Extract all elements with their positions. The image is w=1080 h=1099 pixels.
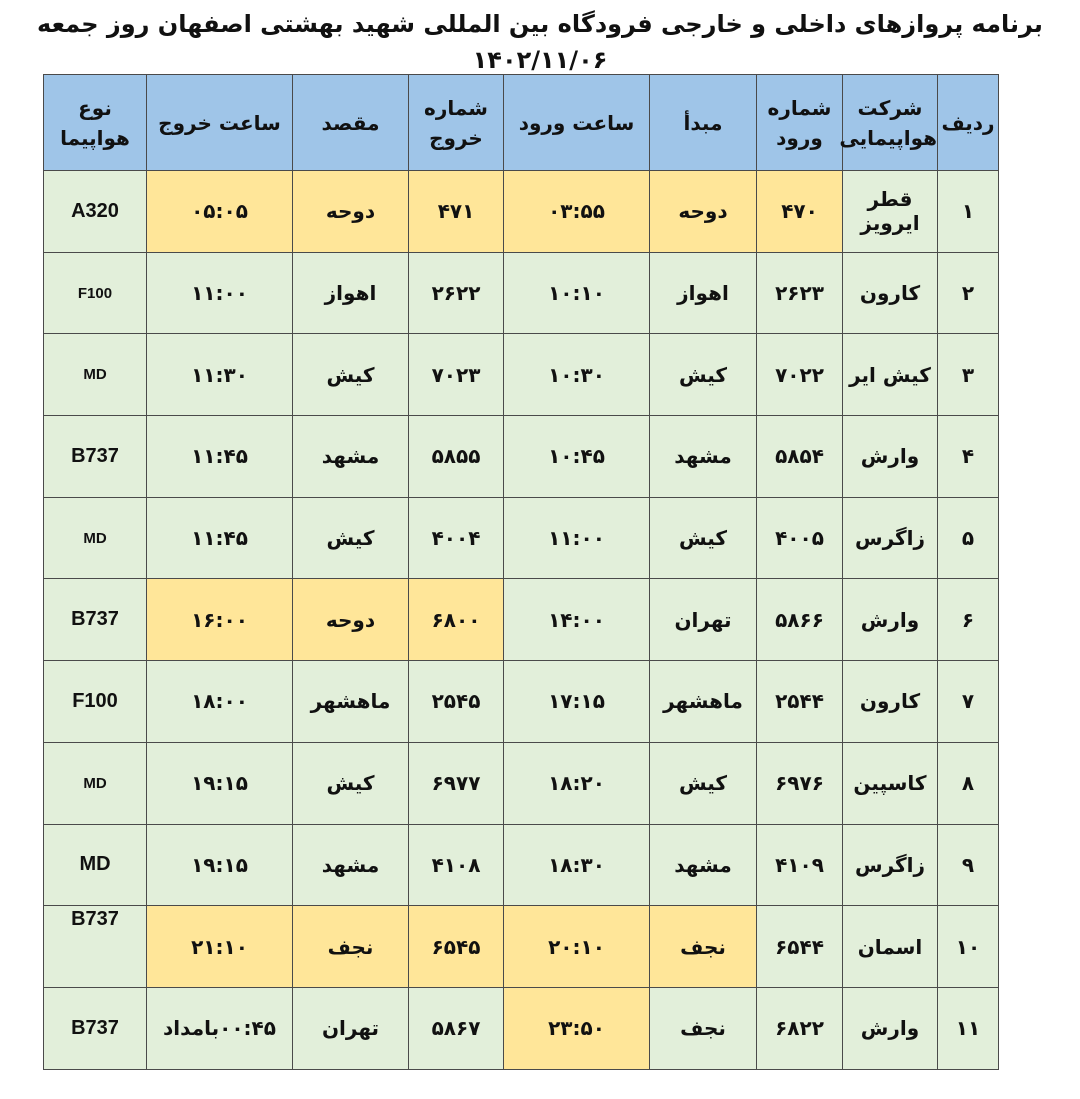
header-airline: شرکت هواپیمایی (843, 75, 938, 171)
row-number: ۱۰ (938, 906, 999, 988)
destination: کیش (293, 497, 409, 579)
destination: تهران (293, 987, 409, 1069)
arrival-number: ۴۱۰۹ (757, 824, 843, 906)
origin: مشهد (650, 416, 757, 498)
table-row (44, 742, 999, 824)
header-departure-time: ساعت خروج (147, 75, 293, 171)
departure-number: ۲۶۲۲ (409, 252, 504, 334)
airline: کارون (843, 661, 938, 743)
arrival-time: ۱۰:۴۵ (504, 416, 650, 498)
destination: دوحه (293, 171, 409, 253)
origin: اهواز (650, 252, 757, 334)
arrival-time: ۱۸:۳۰ (504, 824, 650, 906)
aircraft-type: F100 (44, 252, 147, 334)
header-departure-number: شماره خروج (409, 75, 504, 171)
airline: وارش (843, 579, 938, 661)
arrival-number: ۵۸۵۴ (757, 416, 843, 498)
airline: کاسپین (843, 742, 938, 824)
arrival-time: ۱۴:۰۰ (504, 579, 650, 661)
destination: کیش (293, 742, 409, 824)
airline: اسمان (843, 906, 938, 988)
origin: نجف (650, 906, 757, 988)
destination: مشهد (293, 824, 409, 906)
header-arrival-time: ساعت ورود (504, 75, 650, 171)
destination: مشهد (293, 416, 409, 498)
header-row-number: ردیف (938, 75, 999, 171)
table-row (44, 416, 999, 498)
airline: کارون (843, 252, 938, 334)
table-row (44, 252, 999, 334)
aircraft-type: A320 (44, 171, 147, 253)
destination: ماهشهر (293, 661, 409, 743)
origin: ماهشهر (650, 661, 757, 743)
arrival-number: ۶۹۷۶ (757, 742, 843, 824)
arrival-time: ۲۳:۵۰ (504, 987, 650, 1069)
origin: مشهد (650, 824, 757, 906)
destination: نجف (293, 906, 409, 988)
departure-number: ۲۵۴۵ (409, 661, 504, 743)
destination: دوحه (293, 579, 409, 661)
aircraft-type: F100 (44, 661, 147, 743)
flight-schedule-table (43, 74, 999, 1070)
row-number: ۵ (938, 497, 999, 579)
origin: کیش (650, 742, 757, 824)
departure-time: ۱۸:۰۰ (147, 661, 293, 743)
row-number: ۶ (938, 579, 999, 661)
departure-time: ۱۱:۴۵ (147, 416, 293, 498)
aircraft-type: B737 (44, 906, 147, 988)
aircraft-type: B737 (44, 579, 147, 661)
header-destination: مقصد (293, 75, 409, 171)
arrival-time: ۱۰:۳۰ (504, 334, 650, 416)
arrival-number: ۲۵۴۴ (757, 661, 843, 743)
row-number: ۱ (938, 171, 999, 253)
aircraft-type: B737 (44, 416, 147, 498)
arrival-number: ۷۰۲۲ (757, 334, 843, 416)
arrival-time: ۲۰:۱۰ (504, 906, 650, 988)
arrival-number: ۵۸۶۶ (757, 579, 843, 661)
arrival-time: ۱۱:۰۰ (504, 497, 650, 579)
aircraft-type: MD (44, 824, 147, 906)
departure-number: ۴۰۰۴ (409, 497, 504, 579)
origin: دوحه (650, 171, 757, 253)
departure-number: ۴۷۱ (409, 171, 504, 253)
departure-time: ۱۹:۱۵ (147, 824, 293, 906)
row-number: ۲ (938, 252, 999, 334)
arrival-time: ۱۷:۱۵ (504, 661, 650, 743)
airline: زاگرس (843, 497, 938, 579)
header-aircraft-type: نوع هواپیما (44, 75, 147, 171)
departure-number: ۶۸۰۰ (409, 579, 504, 661)
aircraft-type: MD (44, 497, 147, 579)
header-arrival-number: شماره ورود (757, 75, 843, 171)
arrival-number: ۶۸۲۲ (757, 987, 843, 1069)
table-row (44, 824, 999, 906)
departure-number: ۶۵۴۵ (409, 906, 504, 988)
arrival-time: ۱۸:۲۰ (504, 742, 650, 824)
departure-number: ۷۰۲۳ (409, 334, 504, 416)
departure-time: ۱۱:۰۰ (147, 252, 293, 334)
header-origin: مبدأ (650, 75, 757, 171)
arrival-number: ۴۷۰ (757, 171, 843, 253)
destination: اهواز (293, 252, 409, 334)
arrival-number: ۲۶۲۳ (757, 252, 843, 334)
origin: نجف (650, 987, 757, 1069)
departure-time: ۲۱:۱۰ (147, 906, 293, 988)
arrival-time: ۰۳:۵۵ (504, 171, 650, 253)
table-row (44, 579, 999, 661)
origin: تهران (650, 579, 757, 661)
departure-number: ۵۸۵۵ (409, 416, 504, 498)
table-row (44, 171, 999, 253)
airline: وارش (843, 416, 938, 498)
departure-time: ۱۹:۱۵ (147, 742, 293, 824)
table-row (44, 497, 999, 579)
arrival-number: ۶۵۴۴ (757, 906, 843, 988)
departure-time: ۱۶:۰۰ (147, 579, 293, 661)
aircraft-type: B737 (44, 987, 147, 1069)
row-number: ۸ (938, 742, 999, 824)
row-number: ۴ (938, 416, 999, 498)
airline: زاگرس (843, 824, 938, 906)
airline: وارش (843, 987, 938, 1069)
table-row (44, 334, 999, 416)
aircraft-type: MD (44, 334, 147, 416)
departure-time: ۰۵:۰۵ (147, 171, 293, 253)
table-row (44, 987, 999, 1069)
table-row (44, 906, 999, 988)
arrival-number: ۴۰۰۵ (757, 497, 843, 579)
origin: کیش (650, 334, 757, 416)
departure-time: ۰۰:۴۵بامداد (147, 987, 293, 1069)
page-title: برنامه پروازهای داخلی و خارجی فرودگاه بین المللی شهید بهشتی اصفهان روز جمعه ۱۴۰۲/۱۱/۰۶ (37, 10, 1043, 74)
departure-time: ۱۱:۳۰ (147, 334, 293, 416)
arrival-time: ۱۰:۱۰ (504, 252, 650, 334)
departure-time: ۱۱:۴۵ (147, 497, 293, 579)
row-number: ۹ (938, 824, 999, 906)
departure-number: ۵۸۶۷ (409, 987, 504, 1069)
aircraft-type: MD (44, 742, 147, 824)
row-number: ۱۱ (938, 987, 999, 1069)
table-row (44, 661, 999, 743)
header-row (44, 75, 999, 171)
airline: کیش ایر (843, 334, 938, 416)
row-number: ۷ (938, 661, 999, 743)
departure-number: ۴۱۰۸ (409, 824, 504, 906)
departure-number: ۶۹۷۷ (409, 742, 504, 824)
airline: قطر ایرویز (843, 171, 938, 253)
origin: کیش (650, 497, 757, 579)
row-number: ۳ (938, 334, 999, 416)
destination: کیش (293, 334, 409, 416)
